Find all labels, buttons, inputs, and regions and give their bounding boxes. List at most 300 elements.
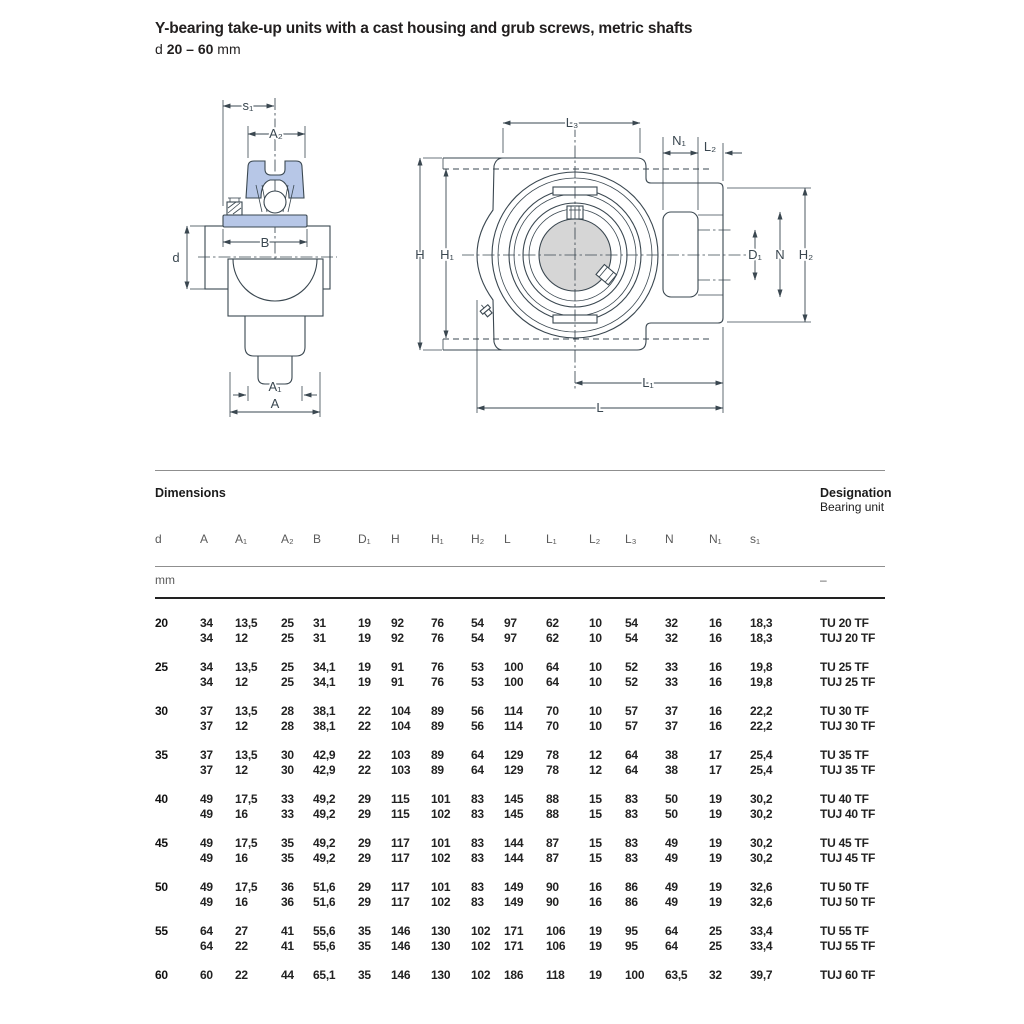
dimension-l2 — [704, 139, 742, 181]
cell-value: 16 — [709, 675, 722, 689]
table-row — [155, 631, 885, 646]
cell-value: 83 — [471, 851, 484, 865]
cell-d: 45 — [155, 836, 168, 850]
cell-value: 19,8 — [750, 675, 773, 689]
cell-value: 186 — [504, 968, 524, 982]
cell-value: 50 — [665, 807, 678, 821]
table-row — [155, 660, 885, 675]
cell-value: 86 — [625, 880, 638, 894]
cell-designation: TUJ 20 TF — [820, 631, 876, 645]
table-row — [155, 939, 885, 954]
cell-value: 104 — [391, 719, 411, 733]
cell-value: 83 — [471, 792, 484, 806]
cell-value: 90 — [546, 880, 559, 894]
cell-value: 13,5 — [235, 748, 258, 762]
table-row — [155, 763, 885, 778]
cell-value: 10 — [589, 675, 602, 689]
cell-value: 19 — [589, 968, 602, 982]
cell-value: 22 — [358, 719, 371, 733]
dim-label-d: d — [172, 250, 180, 265]
table-row — [155, 748, 885, 763]
cell-value: 64 — [665, 939, 678, 953]
cell-value: 83 — [471, 880, 484, 894]
dim-label-h1: H₁ — [440, 247, 454, 262]
cell-value: 33 — [281, 792, 294, 806]
bearing-insert — [223, 161, 307, 227]
column-header-6: H — [391, 532, 400, 546]
size-group-35 — [155, 748, 885, 778]
cell-d: 55 — [155, 924, 168, 938]
dim-label-a2: A₂ — [269, 126, 283, 141]
cell-d — [155, 807, 200, 822]
cell-value: 19 — [709, 880, 722, 894]
table-body-rule — [155, 597, 885, 599]
cell-value: 19 — [709, 895, 722, 909]
cell-value: 104 — [391, 704, 411, 718]
cell-value: 12 — [235, 675, 248, 689]
cell-value: 37 — [200, 719, 213, 733]
cell-value: 13,5 — [235, 704, 258, 718]
cell-value: 22 — [358, 763, 371, 777]
cell-value: 145 — [504, 807, 524, 821]
cell-designation: TU 45 TF — [820, 836, 869, 850]
size-group-25 — [155, 660, 885, 690]
size-group-20 — [155, 616, 885, 646]
cell-value: 106 — [546, 939, 566, 953]
table-row — [155, 851, 885, 866]
cell-value: 28 — [281, 704, 294, 718]
cell-value: 49 — [665, 836, 678, 850]
table-unit-row — [155, 573, 885, 588]
dimension-d1 — [748, 230, 762, 280]
housing-body — [228, 259, 323, 384]
cell-value: 32,6 — [750, 880, 773, 894]
column-header-5: D₁ — [358, 532, 371, 546]
cell-value: 12 — [589, 763, 602, 777]
cell-value: 33 — [281, 807, 294, 821]
dimension-l3 — [503, 115, 640, 153]
cell-value: 146 — [391, 939, 411, 953]
cell-value: 17,5 — [235, 880, 258, 894]
cell-value: 83 — [625, 807, 638, 821]
cell-value: 83 — [625, 792, 638, 806]
cell-value: 16 — [589, 880, 602, 894]
cell-value: 16 — [709, 660, 722, 674]
cell-value: 49 — [200, 807, 213, 821]
cell-value: 28 — [281, 719, 294, 733]
cell-value: 37 — [200, 748, 213, 762]
cell-d — [155, 719, 200, 734]
cell-value: 10 — [589, 719, 602, 733]
cell-value: 56 — [471, 704, 484, 718]
cell-value: 49 — [665, 880, 678, 894]
subtitle-unit: mm — [217, 41, 241, 57]
cell-value: 19 — [358, 660, 371, 674]
column-header-1: A — [200, 532, 209, 546]
cell-value: 25 — [709, 939, 722, 953]
cell-value: 78 — [546, 763, 559, 777]
cell-value: 53 — [471, 675, 484, 689]
inner-ring-collar — [223, 215, 307, 227]
cell-value: 32 — [665, 631, 678, 645]
cell-value: 100 — [504, 675, 524, 689]
cell-value: 97 — [504, 631, 517, 645]
dim-label-h2: H₂ — [798, 247, 814, 262]
size-group-40 — [155, 792, 885, 822]
cell-value: 49 — [665, 895, 678, 909]
cell-value: 118 — [546, 968, 565, 982]
cell-value: 55,6 — [313, 939, 336, 953]
table-row — [155, 968, 885, 983]
cell-value: 83 — [471, 807, 484, 821]
cell-value: 19 — [358, 631, 371, 645]
size-group-30 — [155, 704, 885, 734]
cell-value: 83 — [625, 836, 638, 850]
cell-value: 22 — [235, 968, 248, 982]
designation-title: Designation — [820, 486, 892, 500]
cell-value: 129 — [504, 763, 524, 777]
column-header-11: L₂ — [589, 532, 601, 546]
cell-value: 33,4 — [750, 924, 773, 938]
table-section-title: Dimensions — [155, 486, 226, 500]
cell-value: 92 — [391, 631, 404, 645]
cell-value: 146 — [391, 968, 411, 982]
cell-value: 35 — [281, 836, 294, 850]
dimension-n — [775, 212, 784, 297]
cell-value: 54 — [625, 616, 638, 630]
cell-value: 76 — [431, 616, 444, 630]
cell-value: 30,2 — [750, 792, 773, 806]
cell-value: 22,2 — [750, 704, 773, 718]
cell-value: 25,4 — [750, 763, 773, 777]
table-row — [155, 807, 885, 822]
dim-label-l1: L₁ — [642, 375, 654, 390]
cell-value: 29 — [358, 851, 371, 865]
column-header-2: A₁ — [235, 532, 248, 546]
cell-value: 117 — [391, 895, 410, 909]
dim-label-b: B — [260, 235, 270, 250]
column-header-7: H₁ — [431, 532, 444, 546]
column-header-8: H₂ — [471, 532, 485, 546]
cell-value: 10 — [589, 660, 602, 674]
cell-value: 49,2 — [313, 792, 336, 806]
dim-label-l3: L₃ — [565, 115, 579, 130]
cell-designation: TUJ 60 TF — [820, 968, 876, 982]
cell-value: 35 — [281, 851, 294, 865]
cell-value: 149 — [504, 895, 524, 909]
table-row — [155, 924, 885, 939]
cell-value: 51,6 — [313, 895, 336, 909]
cell-value: 29 — [358, 880, 371, 894]
dimension-h — [415, 158, 442, 350]
cell-value: 101 — [431, 792, 451, 806]
cell-value: 16 — [235, 895, 248, 909]
table-row — [155, 616, 885, 631]
cell-value: 25 — [281, 675, 294, 689]
cell-value: 146 — [391, 924, 411, 938]
cell-value: 52 — [625, 675, 638, 689]
cell-designation: TU 25 TF — [820, 660, 869, 674]
cell-value: 34 — [200, 616, 213, 630]
cell-d: 40 — [155, 792, 168, 806]
column-header-4: B — [313, 532, 322, 546]
cell-value: 76 — [431, 631, 444, 645]
cell-value: 19,8 — [750, 660, 773, 674]
cell-value: 17 — [709, 763, 722, 777]
cell-value: 50 — [665, 792, 678, 806]
cell-value: 54 — [471, 616, 484, 630]
cell-value: 16 — [709, 616, 722, 630]
cell-d — [155, 851, 200, 866]
cell-designation: TU 30 TF — [820, 704, 869, 718]
column-header-designation-spacer — [820, 532, 885, 547]
cell-value: 49,2 — [313, 807, 336, 821]
cell-value: 29 — [358, 807, 371, 821]
cell-value: 44 — [281, 968, 294, 982]
dim-label-a: A — [270, 396, 280, 411]
dimension-b — [223, 229, 307, 250]
cell-value: 106 — [546, 924, 566, 938]
cell-value: 13,5 — [235, 660, 258, 674]
cell-d — [155, 631, 200, 646]
cell-value: 78 — [546, 748, 559, 762]
column-header-9: L — [504, 532, 511, 546]
cell-value: 49,2 — [313, 851, 336, 865]
size-group-45 — [155, 836, 885, 866]
cell-value: 64 — [546, 675, 559, 689]
cell-value: 130 — [431, 939, 451, 953]
cell-value: 19 — [709, 836, 722, 850]
cell-value: 49,2 — [313, 836, 336, 850]
table-row — [155, 836, 885, 851]
cell-designation: TUJ 25 TF — [820, 675, 876, 689]
cell-value: 115 — [391, 792, 410, 806]
cell-value: 63,5 — [665, 968, 688, 982]
cell-value: 101 — [431, 836, 451, 850]
cell-value: 52 — [625, 660, 638, 674]
cell-value: 37 — [665, 704, 678, 718]
cell-value: 64 — [200, 939, 213, 953]
cell-value: 34 — [200, 660, 213, 674]
column-header-12: L₃ — [625, 532, 637, 546]
table-row — [155, 792, 885, 807]
cell-value: 16 — [709, 704, 722, 718]
cell-value: 117 — [391, 836, 410, 850]
cell-value: 30 — [281, 763, 294, 777]
dim-label-n: N — [775, 247, 785, 262]
cell-value: 129 — [504, 748, 524, 762]
cell-value: 102 — [431, 851, 451, 865]
cell-value: 31 — [313, 616, 326, 630]
designation-unit-label: – — [820, 573, 827, 587]
cell-value: 19 — [709, 807, 722, 821]
cell-d: 50 — [155, 880, 168, 894]
cell-value: 53 — [471, 660, 484, 674]
cell-value: 16 — [235, 851, 248, 865]
cell-value: 144 — [504, 836, 524, 850]
cell-value: 34,1 — [313, 675, 336, 689]
cell-value: 13,5 — [235, 616, 258, 630]
cell-value: 29 — [358, 792, 371, 806]
grease-nipple-icon — [478, 302, 494, 318]
cell-value: 32 — [709, 968, 722, 982]
cell-value: 12 — [589, 748, 602, 762]
cell-value: 16 — [235, 807, 248, 821]
cell-value: 49 — [200, 880, 213, 894]
cell-value: 64 — [200, 924, 213, 938]
cell-value: 25 — [281, 616, 294, 630]
title-block — [155, 20, 895, 57]
cell-value: 37 — [200, 763, 213, 777]
cell-value: 17 — [709, 748, 722, 762]
cell-value: 36 — [281, 895, 294, 909]
cell-value: 88 — [546, 792, 559, 806]
cell-designation: TU 50 TF — [820, 880, 869, 894]
cell-value: 49 — [200, 895, 213, 909]
cell-value: 33 — [665, 675, 678, 689]
cell-value: 10 — [589, 616, 602, 630]
table-row — [155, 895, 885, 910]
cell-value: 115 — [391, 807, 410, 821]
cell-d: 35 — [155, 748, 168, 762]
column-header-13: N — [665, 532, 674, 546]
cell-value: 15 — [589, 836, 602, 850]
cell-value: 86 — [625, 895, 638, 909]
cell-d — [155, 763, 200, 778]
page-title: Y-bearing take-up units with a cast housing and grub screws, metric shafts — [155, 20, 693, 37]
cell-value: 27 — [235, 924, 248, 938]
cell-value: 38 — [665, 748, 678, 762]
cell-value: 19 — [358, 616, 371, 630]
cell-value: 95 — [625, 924, 638, 938]
cell-value: 35 — [358, 968, 371, 982]
cell-value: 41 — [281, 939, 294, 953]
cell-value: 38 — [665, 763, 678, 777]
cell-value: 54 — [625, 631, 638, 645]
cell-value: 29 — [358, 895, 371, 909]
cell-value: 12 — [235, 763, 248, 777]
dimension-h1 — [440, 169, 454, 338]
cell-value: 76 — [431, 660, 444, 674]
cell-value: 145 — [504, 792, 524, 806]
table-row — [155, 675, 885, 690]
table-header-row — [155, 532, 885, 547]
subtitle-d: d — [155, 41, 163, 57]
cell-value: 91 — [391, 660, 404, 674]
cell-value: 19 — [358, 675, 371, 689]
cell-designation: TUJ 55 TF — [820, 939, 876, 953]
cell-value: 30,2 — [750, 851, 773, 865]
cell-value: 19 — [709, 851, 722, 865]
size-group-60 — [155, 968, 885, 983]
cell-value: 102 — [471, 939, 491, 953]
cell-value: 49 — [200, 792, 213, 806]
cell-value: 41 — [281, 924, 294, 938]
cell-value: 18,3 — [750, 631, 773, 645]
cell-value: 103 — [391, 748, 411, 762]
cell-value: 38,1 — [313, 704, 336, 718]
cell-value: 42,9 — [313, 763, 336, 777]
cell-value: 12 — [235, 631, 248, 645]
cell-value: 35 — [358, 939, 371, 953]
cell-value: 33 — [665, 660, 678, 674]
cell-value: 91 — [391, 675, 404, 689]
cell-value: 64 — [625, 763, 638, 777]
cell-value: 114 — [504, 704, 523, 718]
cell-value: 35 — [358, 924, 371, 938]
cell-value: 49 — [200, 851, 213, 865]
ball — [264, 191, 286, 213]
cell-designation: TUJ 45 TF — [820, 851, 876, 865]
cell-value: 62 — [546, 616, 559, 630]
size-group-50 — [155, 880, 885, 910]
cell-value: 32,6 — [750, 895, 773, 909]
table-row — [155, 704, 885, 719]
cell-value: 100 — [625, 968, 645, 982]
cell-value: 22 — [235, 939, 248, 953]
subtitle-range: 20 – 60 — [166, 41, 214, 57]
cell-value: 15 — [589, 851, 602, 865]
cell-d: 30 — [155, 704, 168, 718]
cell-d: 60 — [155, 968, 168, 982]
cell-value: 32 — [665, 616, 678, 630]
cell-value: 38,1 — [313, 719, 336, 733]
cell-value: 51,6 — [313, 880, 336, 894]
cell-value: 49 — [665, 851, 678, 865]
cell-value: 10 — [589, 704, 602, 718]
dim-label-l2: L₂ — [703, 139, 717, 154]
cell-value: 25,4 — [750, 748, 773, 762]
cell-value: 64 — [546, 660, 559, 674]
cell-value: 34,1 — [313, 660, 336, 674]
cell-value: 49 — [200, 836, 213, 850]
cell-value: 144 — [504, 851, 524, 865]
cell-value: 19 — [709, 792, 722, 806]
cell-value: 89 — [431, 704, 444, 718]
cell-d — [155, 895, 200, 910]
cell-d — [155, 939, 200, 954]
table-row — [155, 880, 885, 895]
cell-value: 39,7 — [750, 968, 773, 982]
cell-value: 37 — [200, 704, 213, 718]
take-up-slot — [663, 212, 698, 297]
cell-value: 171 — [504, 924, 524, 938]
cell-value: 117 — [391, 851, 410, 865]
cell-value: 16 — [709, 719, 722, 733]
cell-value: 87 — [546, 851, 559, 865]
table-header-rule — [155, 566, 885, 567]
cell-value: 149 — [504, 880, 524, 894]
table-row — [155, 719, 885, 734]
cell-value: 22 — [358, 704, 371, 718]
cell-value: 16 — [709, 631, 722, 645]
cell-value: 18,3 — [750, 616, 773, 630]
cell-value: 64 — [471, 763, 484, 777]
page-subtitle — [155, 41, 895, 57]
cell-value: 97 — [504, 616, 517, 630]
cell-value: 90 — [546, 895, 559, 909]
cell-value: 30,2 — [750, 807, 773, 821]
cell-value: 25 — [709, 924, 722, 938]
cell-value: 62 — [546, 631, 559, 645]
column-header-15: s₁ — [750, 532, 761, 546]
side-view-drawing — [150, 90, 410, 440]
cell-value: 16 — [589, 895, 602, 909]
cell-value: 33,4 — [750, 939, 773, 953]
cell-value: 22 — [358, 748, 371, 762]
cell-value: 117 — [391, 880, 410, 894]
cell-value: 89 — [431, 763, 444, 777]
